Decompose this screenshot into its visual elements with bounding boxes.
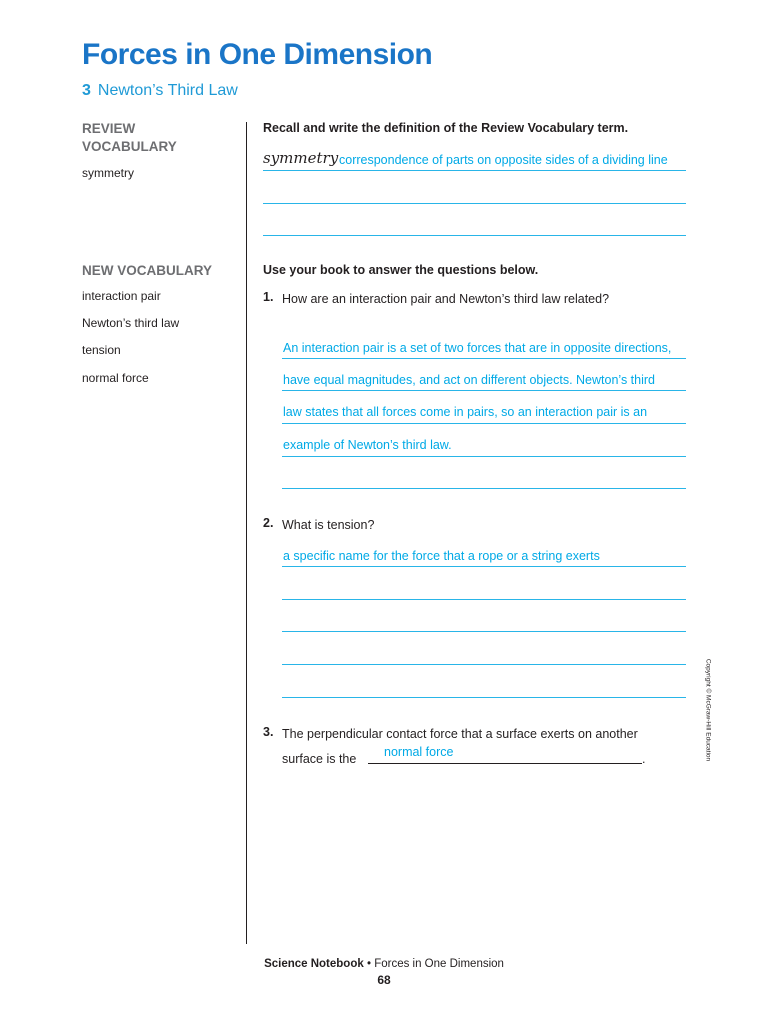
lesson-heading [82, 82, 238, 100]
lesson-number: 3 [82, 82, 91, 99]
new-term: tension [82, 343, 121, 357]
fill-in-blank-line [368, 763, 642, 764]
footer-chapter: Forces in One Dimension [374, 958, 504, 970]
page-number: 68 [377, 973, 391, 987]
footer [0, 958, 768, 970]
review-term: symmetry [82, 166, 134, 180]
answer-line [282, 566, 686, 567]
question-number: 1. [263, 290, 274, 304]
footer-separator: • [363, 958, 375, 970]
footer-book-title: Science Notebook [264, 958, 364, 970]
answer-text: An interaction pair is a set of two forces that are in opposite directions, [283, 341, 672, 355]
new-vocabulary-heading: NEW VOCABULARY [82, 263, 212, 278]
answer-line [282, 664, 686, 665]
answer-line [282, 390, 686, 391]
question-number: 3. [263, 725, 274, 739]
lesson-title: Newton’s Third Law [97, 82, 238, 99]
new-term: normal force [82, 371, 149, 385]
answer-line [282, 631, 686, 632]
answer-line [282, 599, 686, 600]
answer-line [263, 170, 686, 171]
question-number: 2. [263, 516, 274, 530]
answer-line [282, 456, 686, 457]
answer-line [263, 203, 686, 204]
column-divider [246, 122, 247, 944]
question-text: surface is the [282, 752, 357, 766]
copyright-notice: Copyright © McGraw-Hill Education [704, 658, 712, 762]
new-term: interaction pair [82, 289, 161, 303]
answer-text: have equal magnitudes, and act on different objects. Newton’s third [283, 373, 655, 387]
review-vocabulary-heading: REVIEW VOCABULARY [82, 121, 177, 154]
answer-line [282, 488, 686, 489]
question-text: How are an interaction pair and Newton’s third law related? [282, 292, 610, 306]
definition-answer: correspondence of parts on opposite sides of a dividing line [339, 153, 668, 167]
page-title: Forces in One Dimension [82, 38, 433, 71]
answer-text: law states that all forces come in pairs, so an interaction pair is an [283, 405, 648, 419]
fill-in-answer: normal force [384, 745, 454, 759]
questions-instruction: Use your book to answer the questions below. [263, 263, 539, 277]
question-text: What is tension? [282, 518, 375, 532]
question-text: The perpendicular contact force that a surface exerts on another [282, 727, 638, 741]
answer-line [263, 235, 686, 236]
answer-text: a specific name for the force that a rope or a string exerts [283, 549, 600, 563]
new-term: Newton’s third law [82, 316, 180, 330]
handwritten-term: symmetry [263, 149, 339, 167]
answer-text: example of Newton’s third law. [283, 438, 452, 452]
answer-line [282, 697, 686, 698]
review-instruction: Recall and write the definition of the Review Vocabulary term. [263, 121, 629, 135]
question-punctuation: . [642, 752, 646, 766]
answer-line [282, 423, 686, 424]
answer-line [282, 358, 686, 359]
